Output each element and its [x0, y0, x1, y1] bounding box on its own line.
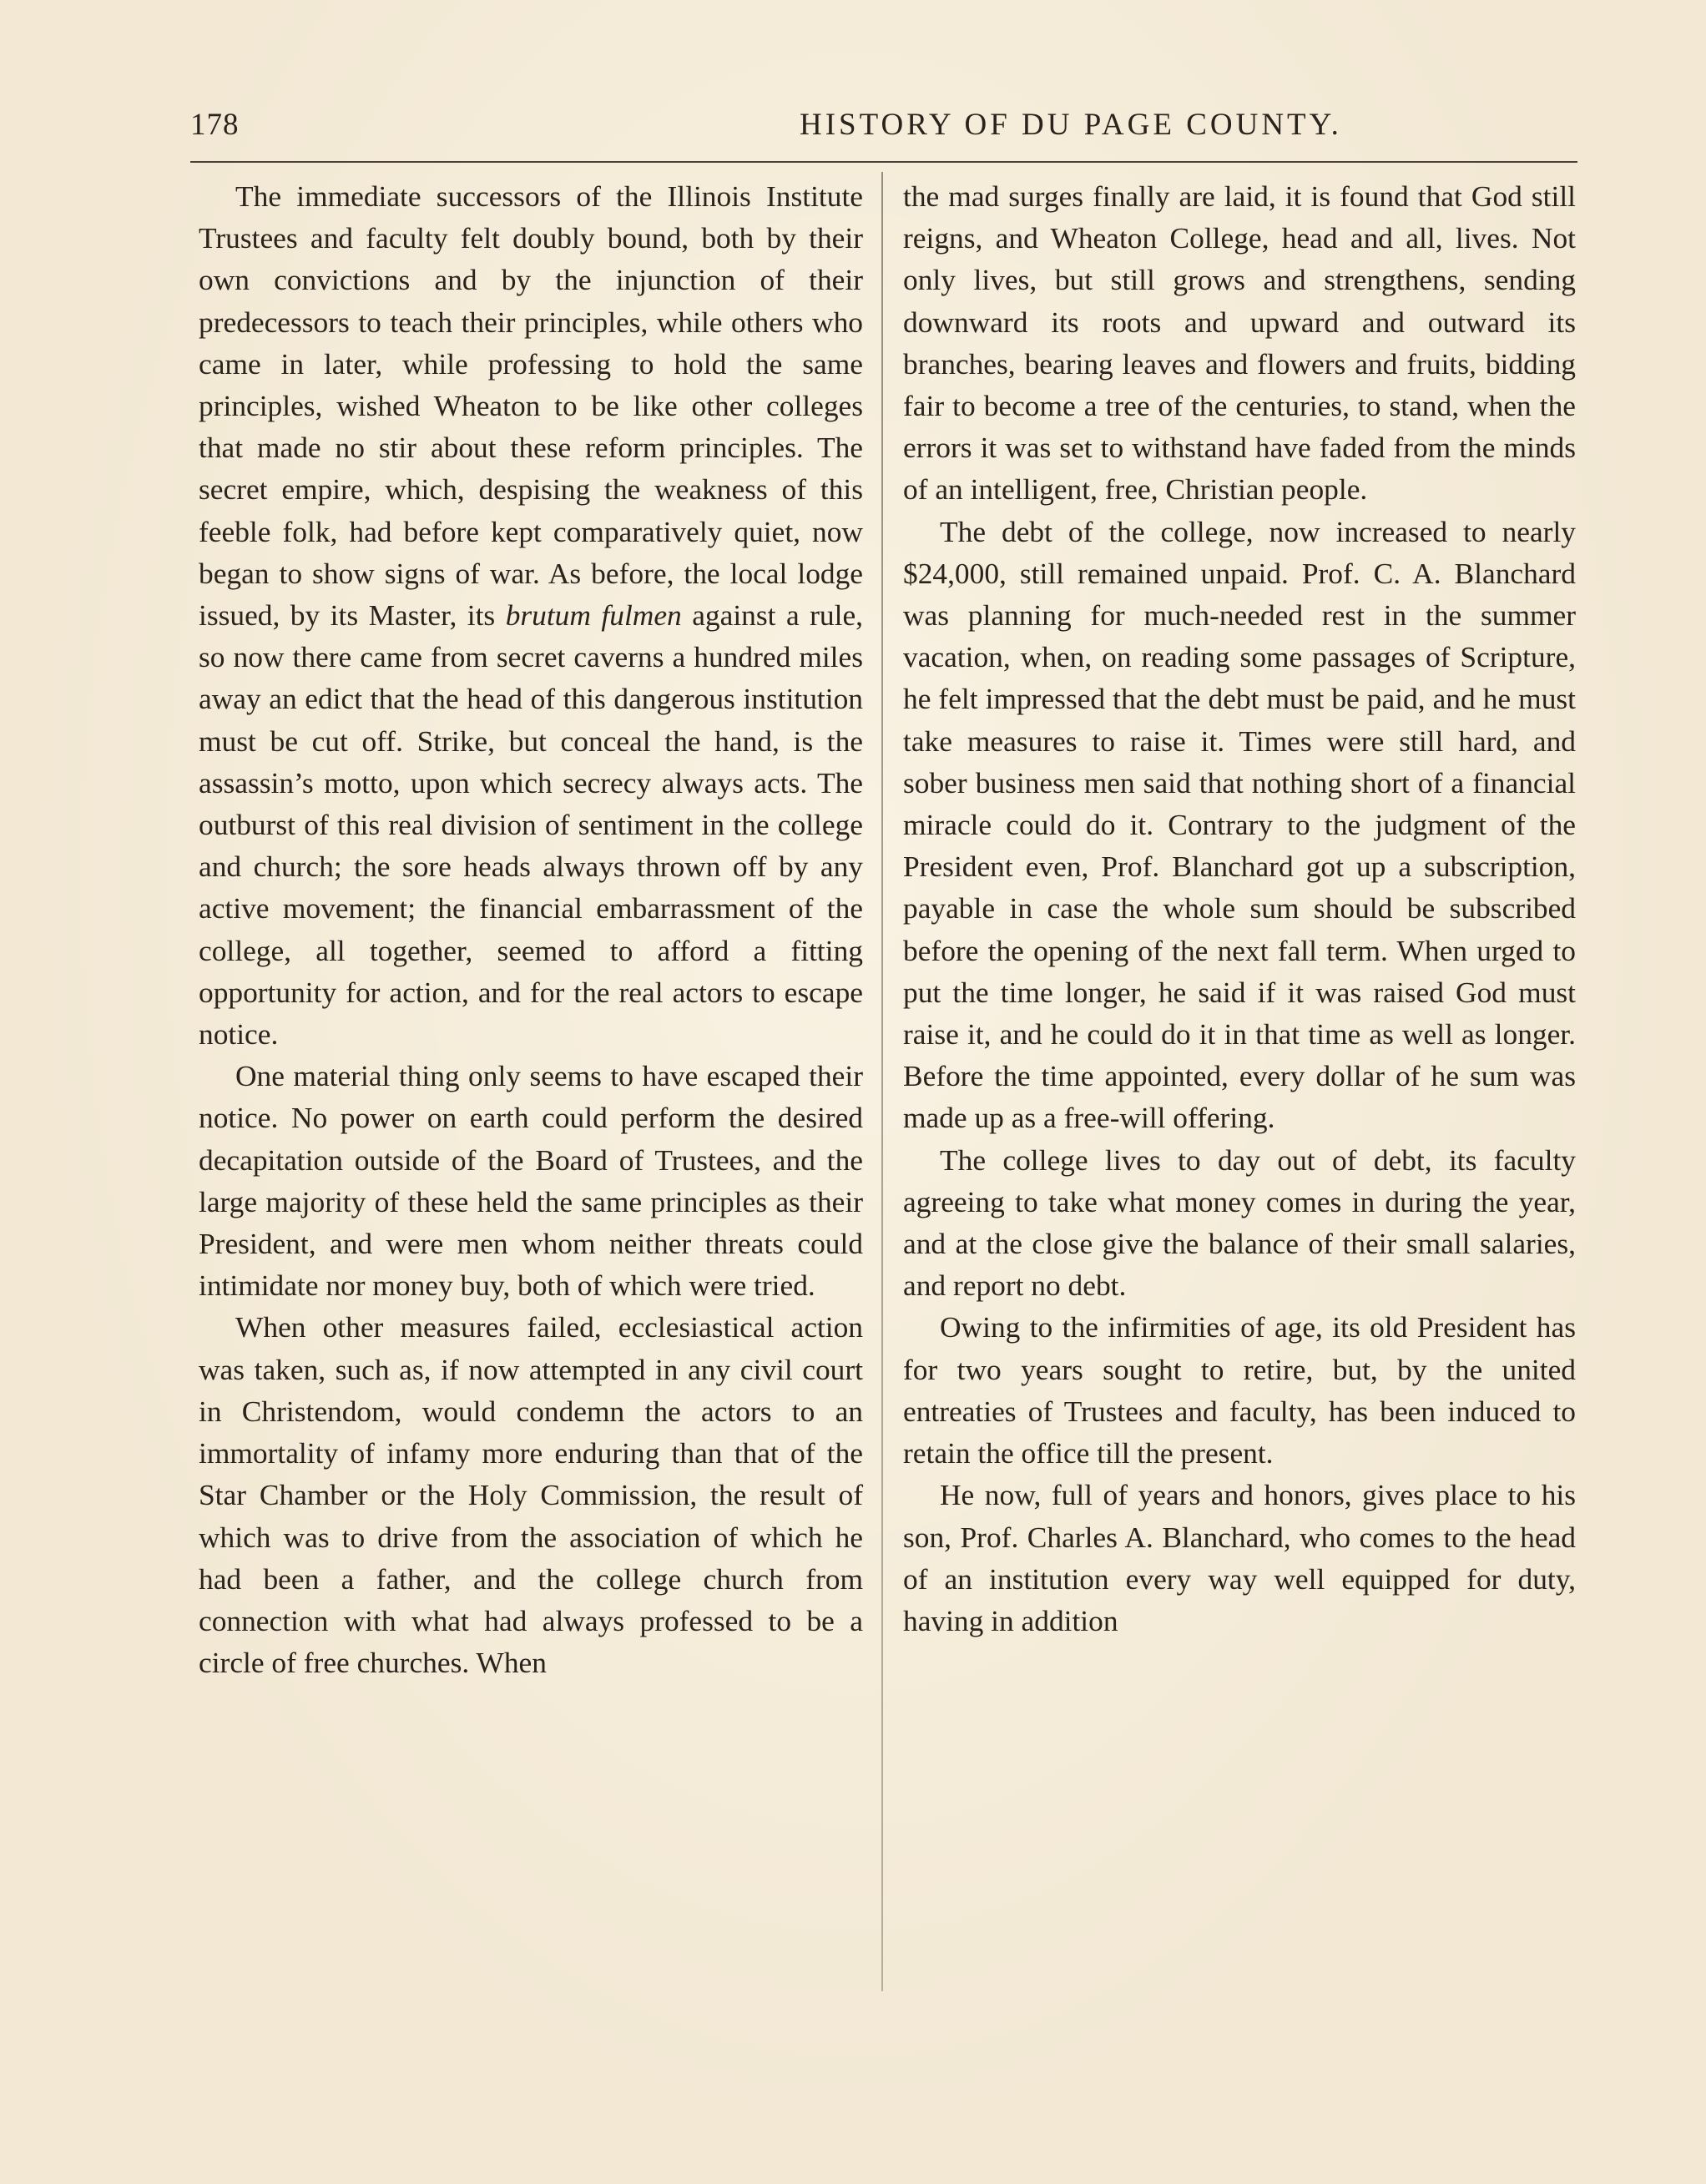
- paragraph: the mad surges finally are laid, it is found that God still reigns, and Wheaton College, head and all, lives. Not only lives, but still grows and strengthens, sending downward its roots and upward and outward its branches, bearing leaves and flowers and fruits, bidding fair to become a tree of the centuries, to stand, when the errors it was set to withstand have faded from the minds of an intelligent, free, Christian people.: [903, 179, 1576, 507]
- page-number: 178: [190, 108, 240, 142]
- italic-phrase: brutum fulmen: [505, 598, 682, 633]
- paragraph: [199, 175, 863, 1055]
- paragraph: The college lives to day out of debt, its faculty agreeing to take what money comes in during the year, and at the close give the balance of their small salaries, and report no debt.: [903, 1142, 1576, 1303]
- page-header: [190, 107, 1576, 157]
- paragraph: The debt of the college, now increased to nearly $24,000, still remained unpaid. Prof. C. A. Blanchard was planning for much-needed rest in the summer vacation, when, on reading some passages of Scripture, he felt impressed that the debt must be paid, and he must take measures to raise it. Times were still hard, and sober business men said that nothing short of a financial miracle could do it. Contrary to the judgment of the President even, Prof. Blanchard got up a subscription, payable in case the whole sum should be subscribed before the opening of the next fall term. When urged to put the time longer, he said if it was raised God must raise it, and he could do it in that time as well as longer. Before the time appointed, every dollar of he sum was made up as a free-will offering.: [903, 514, 1576, 1135]
- paragraph: Owing to the infirmities of age, its old President has for two years sought to retire, but, by the united entreaties of Trustees and faculty, has been induced to retain the office till the present.: [903, 1310, 1576, 1470]
- left-column: [199, 175, 863, 1683]
- column-divider: [881, 172, 883, 1991]
- running-head: HISTORY OF DU PAGE COUNTY.: [800, 108, 1342, 142]
- paragraph: One material thing only seems to have escaped their notice. No power on earth could perform the desired decapitation outside of the Board of Trustees, and the large majority of these held the same principles as their President, and were men whom neither threats could intimidate nor money buy, both of which were tried.: [199, 1059, 863, 1303]
- header-rule: [190, 161, 1577, 163]
- paragraph: When other measures failed, ecclesiastical action was taken, such as, if now attempted in any civil court in Christendom, would condemn the actors to an immortality of infamy more enduring than that of the Star Chamber or the Holy Commission, the result of which was to drive from the association of which he had been a father, and the college church from connection with what had always professed to be a circle of free churches. When: [199, 1310, 863, 1680]
- paragraph-text: The immediate successors of the Illinois Institute Trustees and faculty felt doubly bound, both by their own convictions and by the injunction of their predecessors to teach their principles, while others who came in later, while professing to hold the same principles, wished Wheaton to be like other colleges that made no stir about these reform principles. The secret empire, which, despising the weakness of this feeble folk, had before kept comparatively quiet, now began to show signs of war. As before, the local lodge issued, by its Master, its: [199, 179, 863, 633]
- paragraph: He now, full of years and honors, gives place to his son, Prof. Charles A. Blanchard, who comes to the head of an institution every way well equipped for duty, having in addition: [903, 1478, 1576, 1637]
- paragraph-text: against a rule, so now there came from secret caverns a hundred miles away an edict that the head of this dangerous institution must be cut off. Strike, but conceal the hand, is the assassin’s motto, upon which secrecy always acts. The outburst of this real division of sentiment in the college and church; the sore heads always thrown off by any active movement; the financial embarrassment of the college, all together, seemed to afford a fitting opportunity for action, and for the real actors to escape notice.: [199, 598, 864, 1052]
- right-column: [903, 175, 1576, 1642]
